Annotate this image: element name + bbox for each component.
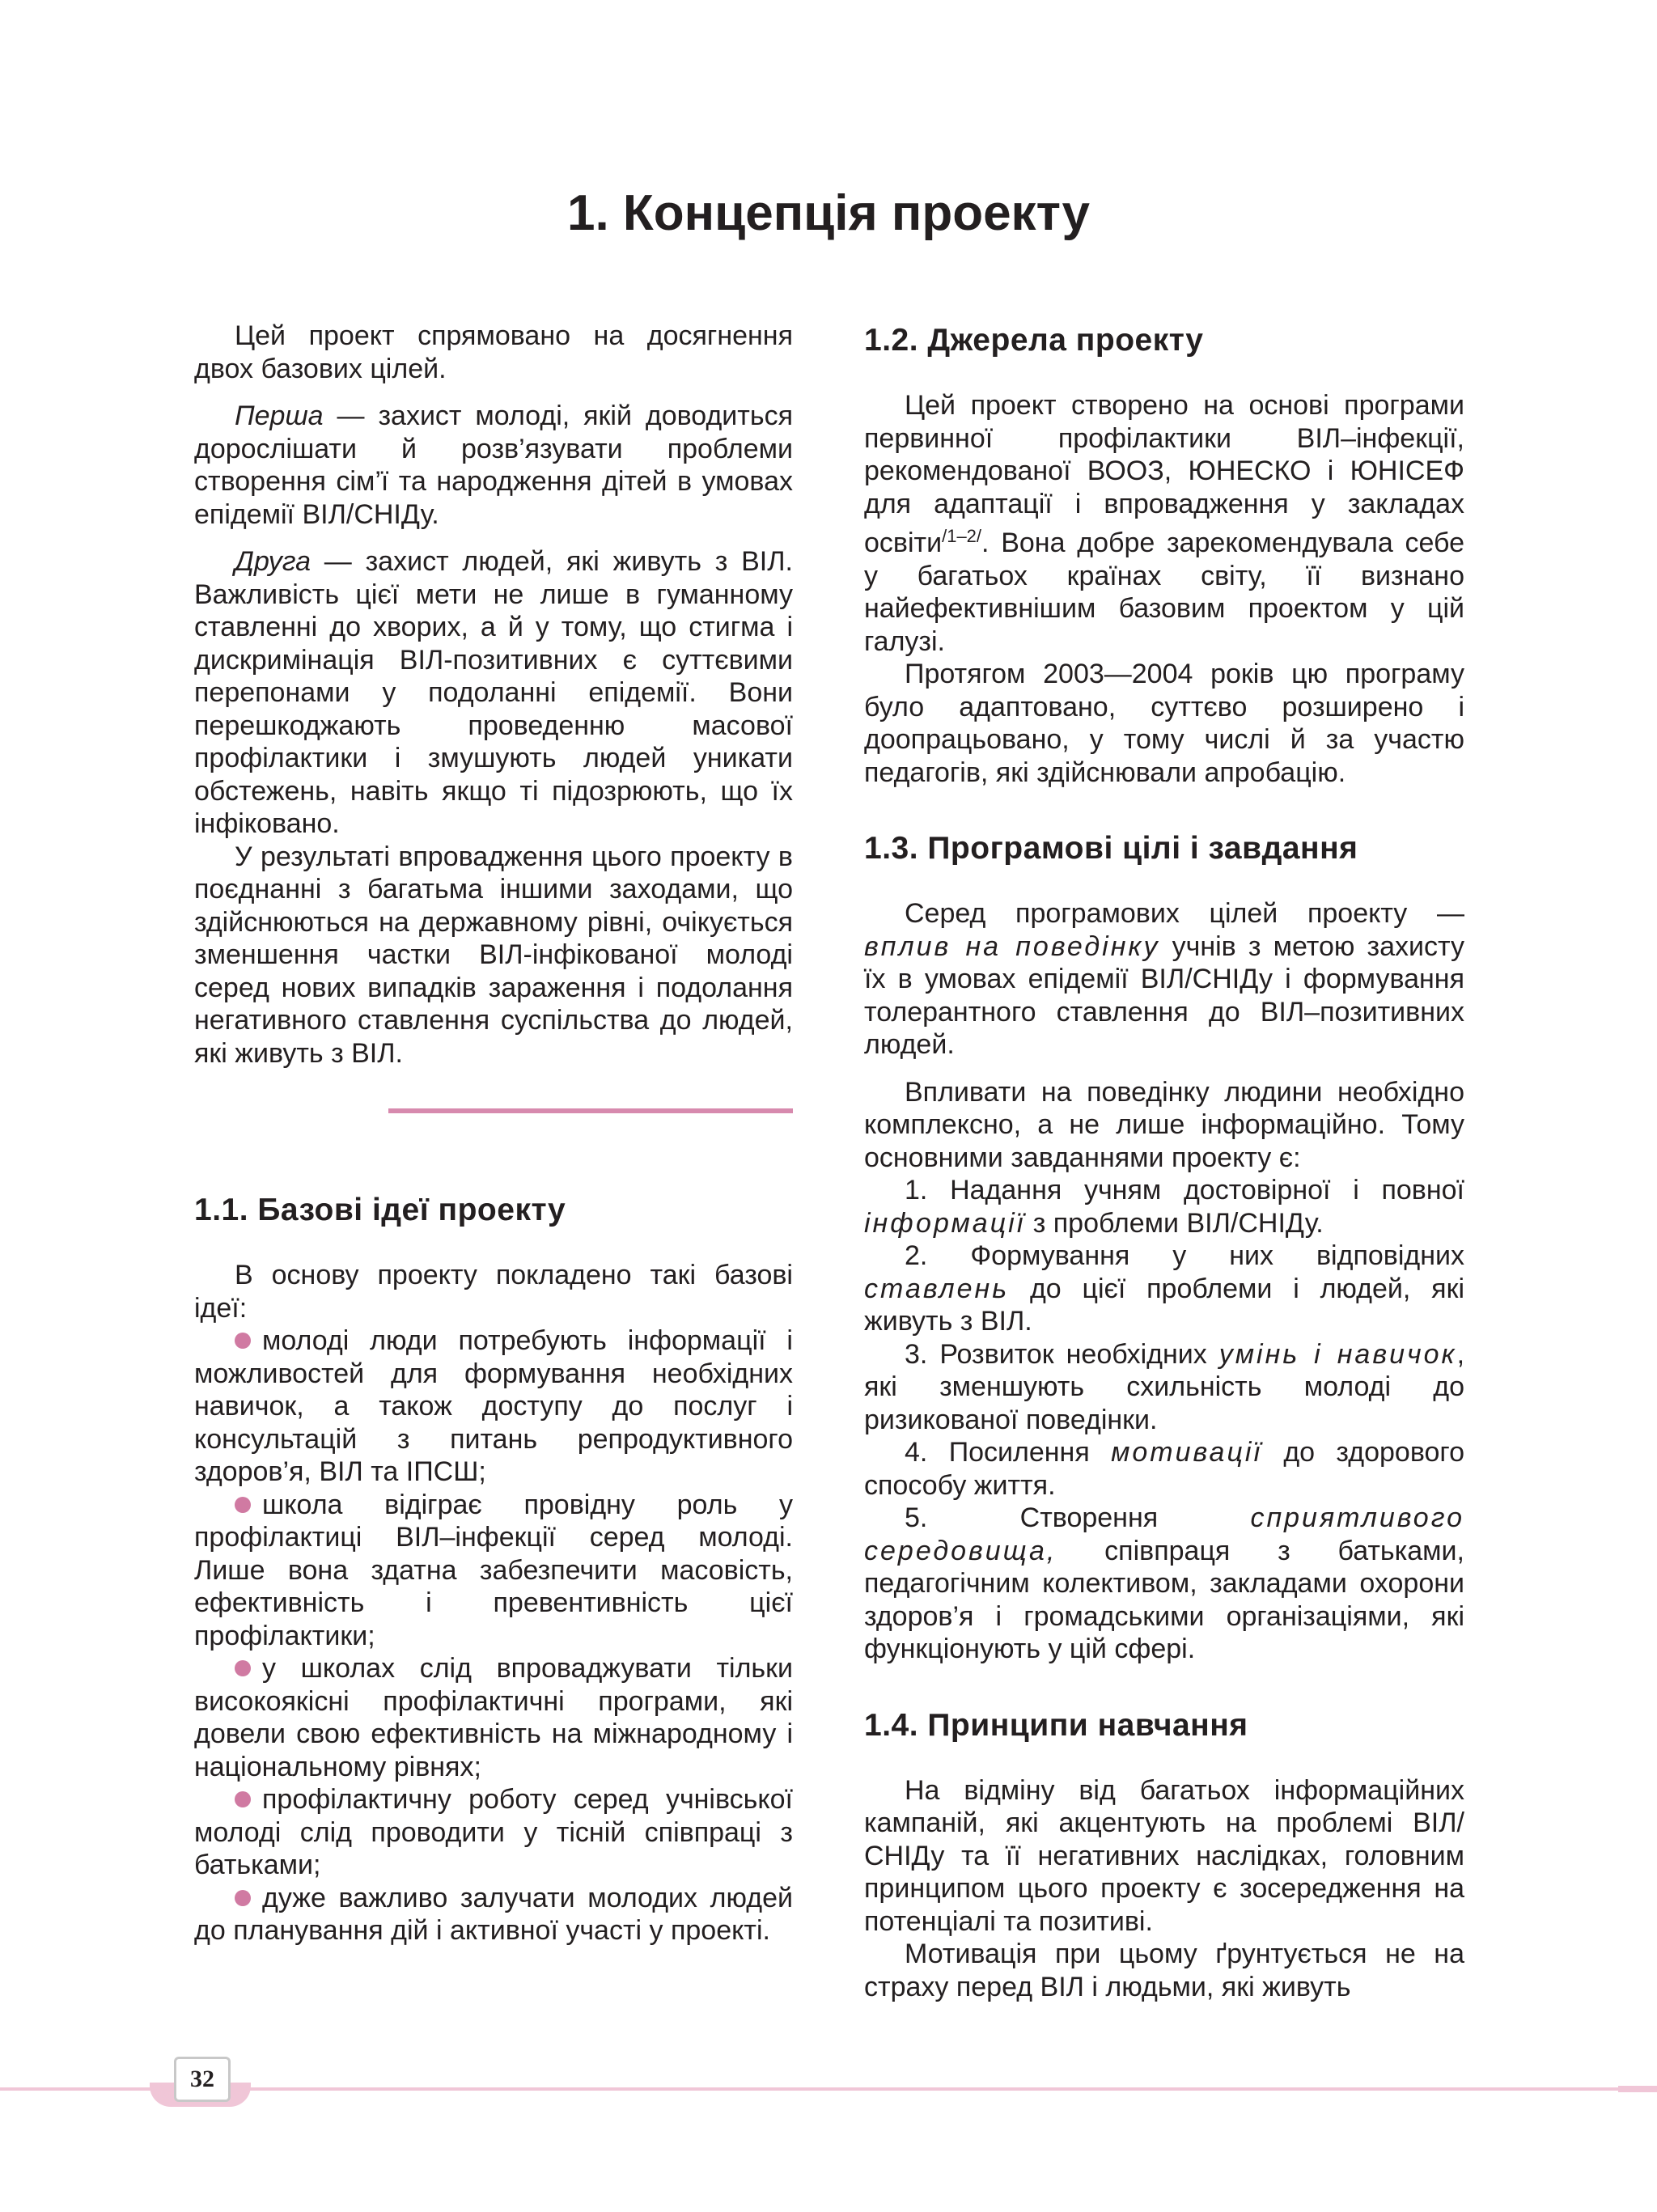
task-1: 1. Надання учням достовірної і повної інформації з проблеми ВІЛ/СНІДу. (864, 1175, 1464, 1239)
result-paragraph: У результаті впровадження цього проекту в поєднанні з багатьма іншими заходами, що здійснюються на державному рівні, очікується зменшення частки ВІЛ-інфікованої молоді серед нових випадків зараження і подолання негативного ставлення суспільства до людей, які живуть з ВІЛ. (194, 841, 793, 1069)
s11-bullet-4: профілактичну роботу серед учнівської молоді слід проводити у тісній співпраці з батьками; (194, 1784, 793, 1880)
s14-paragraph-1: На відміну від багатьох інформаційних кампаній, які акцентують на проблемі ВІЛ/СНІДу та її негативних наслідках, головним принципом цього проекту є зосередження на потенціалі та позитиві. (864, 1774, 1464, 1937)
s12-paragraph-2: Протягом 2003—2004 років цю програму було адаптовано, суттєво розширено і доопрацьовано, у тому числі й за участю педагогів, які здійснювали апробацію. (864, 659, 1464, 788)
intro-paragraph: Цей проект спрямовано на досягнення двох базових цілей. (194, 320, 793, 384)
heading-1-2: 1.2. Джерела проекту (864, 323, 1204, 358)
second-goal-lead: Друга (235, 546, 311, 577)
emphasis: умінь і навичок (1218, 1338, 1457, 1370)
bullet-dot-icon (235, 1333, 251, 1349)
bullet-dot-icon (235, 1791, 251, 1807)
emphasis: ставлень (864, 1273, 1010, 1304)
second-goal-text: — захист людей, які живуть з ВІЛ. Важливість цієї мети не лише в гуманному ставленні до хворих, а й у тому, що стигма і дискримінація ВІЛ-позитивних є суттєвими перепонами у подоланні епідемії. Вони перешкоджають проведенню масової профілактики і змушують людей уникати обстежень, навіть якщо ті підозрюють, що їх інфіковано. (194, 546, 793, 839)
reference-mark: /1–2/ (942, 526, 982, 546)
s13-paragraph-2: Впливати на поведінку людини необхідно комплексно, а не лише інформаційно. Тому основними завданнями проекту є: (864, 1076, 1464, 1173)
heading-1-1: 1.1. Базові ідеї проекту (194, 1193, 566, 1227)
heading-1-4: 1.4. Принципи навчання (864, 1707, 1248, 1743)
task-3: 3. Розвиток необхідних умінь і навичок, які зменшують схильність молоді до ризикованої поведінки. (864, 1338, 1465, 1435)
s11-bullet-2: школа відіграє провідну роль у профілактиці ВІЛ–інфекції серед молоді. Лише вона здатна забезпечити масовість, ефективність і превентивність цієї профілактики; (194, 1489, 793, 1651)
s14-paragraph-2: Мотивація при цьому ґрунтується не на страху перед ВІЛ і людьми, які живуть (864, 1939, 1464, 2002)
first-goal-paragraph (194, 400, 793, 531)
section-divider (388, 1108, 793, 1113)
emphasis: інформації (864, 1207, 1026, 1239)
left-column (194, 320, 793, 1947)
footer-edge-mark (1618, 2086, 1657, 2092)
heading-1-3: 1.3. Програмові цілі і завдання (864, 831, 1358, 866)
s13-paragraph-1: Серед програмових цілей проекту — вплив на поведінку учнів з метою захисту їх в умовах епідемії ВІЛ/СНІДу і формування толерантного ставлення до ВІЛ–позитивних людей. (864, 898, 1464, 1060)
s11-intro: В основу проекту покладено такі базові ідеї: (194, 1260, 793, 1324)
task-2: 2. Формування у них відповідних ставлень до цієї проблеми і людей, які живуть з ВІЛ. (864, 1240, 1464, 1337)
task-5: 5. Створення сприятливого середовища, співпраця з батьками, педагогічним колективом, закладами охорони здоров’я і громадськими організаціями, які функціонують у цій сфері. (864, 1502, 1464, 1664)
emphasis: мотивації (1111, 1437, 1262, 1468)
bullet-dot-icon (235, 1890, 251, 1906)
second-goal-paragraph (194, 545, 793, 841)
s11-bullet-1: молоді люди потребують інформації і можливостей для формування необхідних навичок, а також доступу до послуг і консультацій з питань репродуктивного здоров’я, ВІЛ та ІПСШ; (194, 1325, 793, 1487)
bullet-dot-icon (235, 1497, 251, 1513)
first-goal-text: — захист молоді, якій доводиться дорослішати й розв’язувати проблеми створення сім’ї та народження дітей в умовах епідемії ВІЛ/СНІДу. (194, 400, 793, 530)
s11-bullet-3: у школах слід впроваджувати тільки високоякісні профілактичні програми, які довели свою ефективність на міжнародному і національному рівнях; (194, 1653, 793, 1782)
emphasis: вплив на поведінку (864, 930, 1160, 962)
page-number: 32 (174, 2057, 231, 2102)
page-title: 1. Концепція проекту (567, 185, 1090, 241)
s11-bullet-5: дуже важливо залучати молодих людей до планування дій і активної участі у проекті. (194, 1882, 793, 1946)
right-column (864, 320, 1464, 2003)
emphasis: сприятливого середовища, (864, 1502, 1464, 1566)
s12-paragraph-1: Цей проект створено на основі програми первинної профілактики ВІЛ–інфекції, рекомендованої ВООЗ, ЮНЕСКО і ЮНІСЕФ для адаптації і впровадження у закладах освіти$^{/1-2/}$. Вона добре зарекомендувала себе у багатьох країнах світу, її визнано найефективнішим базовим проектом у цій галузі. (864, 390, 1464, 657)
task-4: 4. Посилення мотивації до здорового способу життя. (864, 1437, 1464, 1501)
first-goal-lead: Перша (235, 400, 324, 431)
bullet-dot-icon (235, 1660, 251, 1676)
